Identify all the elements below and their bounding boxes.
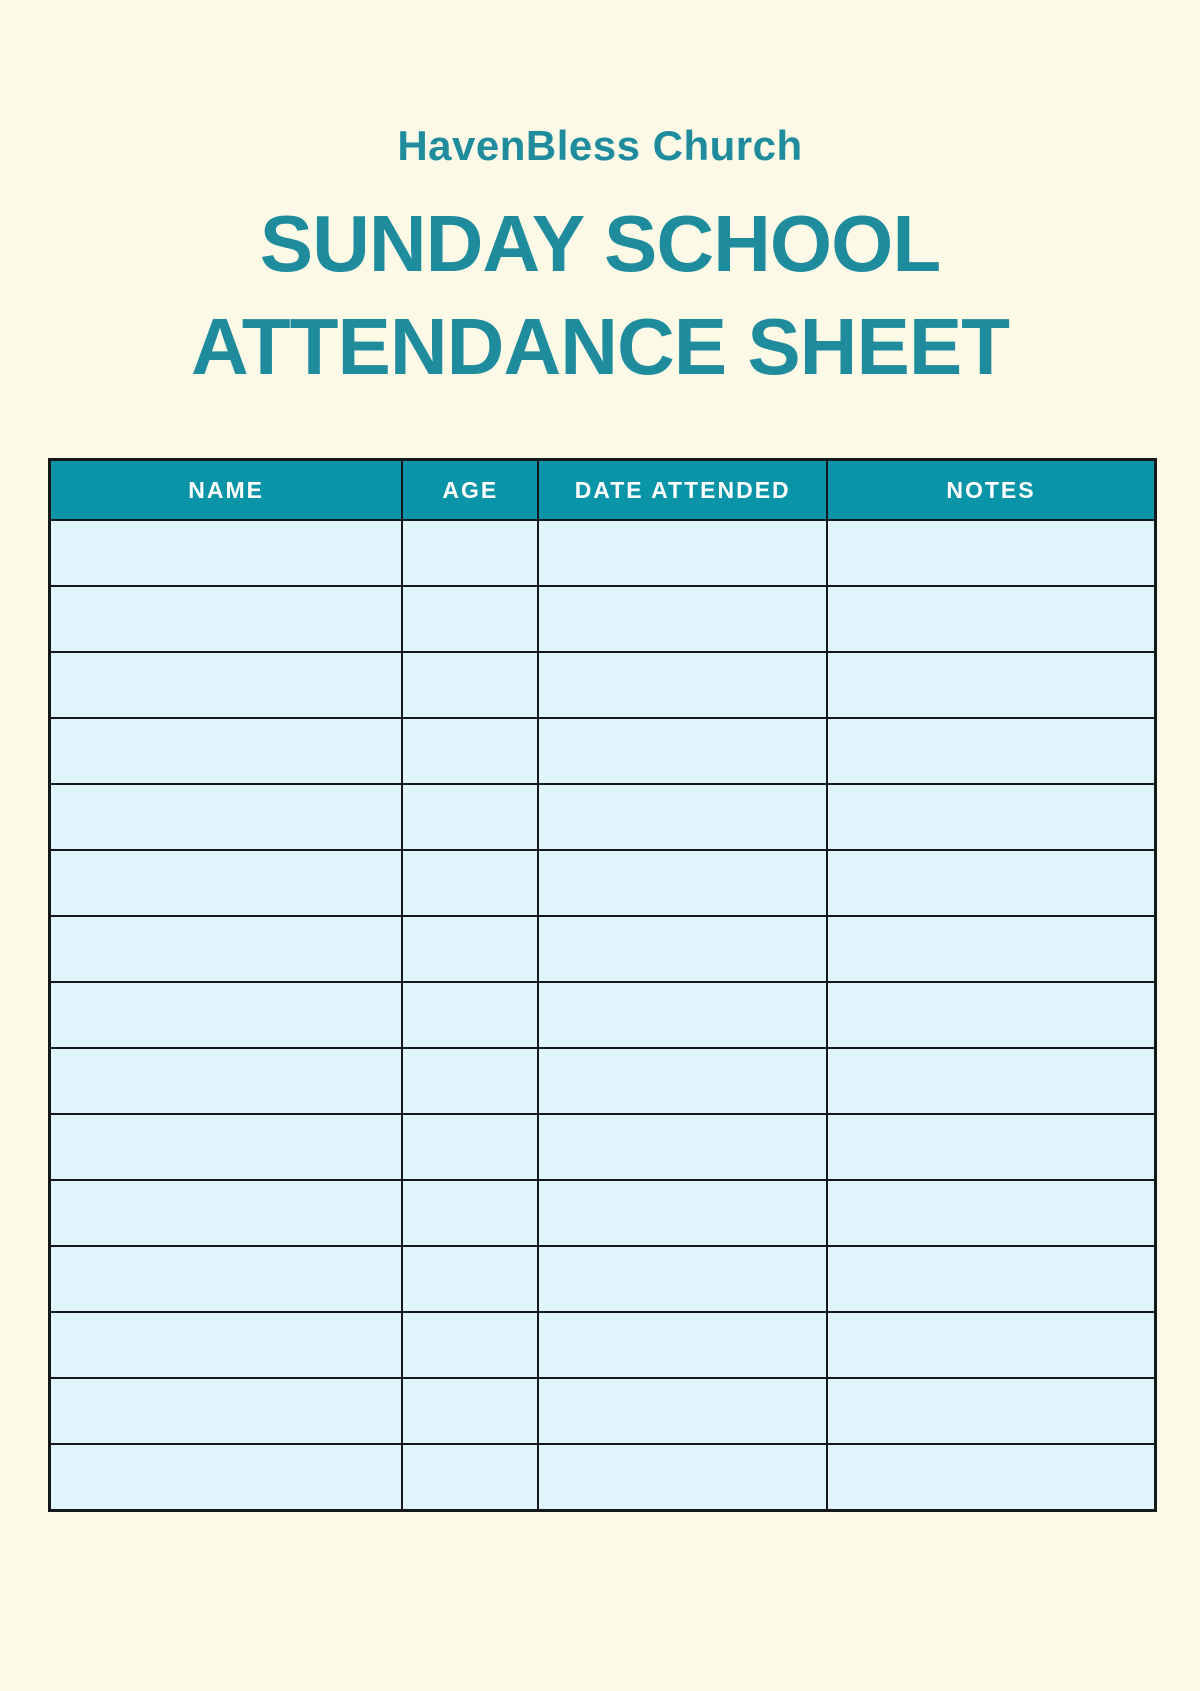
cell-date-attended[interactable] <box>538 1378 827 1444</box>
cell-age[interactable] <box>402 718 538 784</box>
cell-name[interactable] <box>50 1444 403 1511</box>
table-row <box>50 784 1156 850</box>
attendance-table <box>48 458 1157 1512</box>
cell-date-attended[interactable] <box>538 718 827 784</box>
cell-date-attended[interactable] <box>538 1048 827 1114</box>
page-title-line1: SUNDAY SCHOOL <box>259 199 941 288</box>
cell-date-attended[interactable] <box>538 652 827 718</box>
table-row <box>50 982 1156 1048</box>
column-header-notes: NOTES <box>827 460 1156 521</box>
cell-age[interactable] <box>402 586 538 652</box>
table-row <box>50 718 1156 784</box>
page-title-line2: ATTENDANCE SHEET <box>190 302 1010 391</box>
cell-name[interactable] <box>50 1378 403 1444</box>
cell-notes[interactable] <box>827 1312 1156 1378</box>
cell-age[interactable] <box>402 1048 538 1114</box>
cell-date-attended[interactable] <box>538 1114 827 1180</box>
cell-notes[interactable] <box>827 916 1156 982</box>
cell-name[interactable] <box>50 586 403 652</box>
cell-date-attended[interactable] <box>538 1312 827 1378</box>
table-row <box>50 520 1156 586</box>
cell-age[interactable] <box>402 916 538 982</box>
attendance-table-body <box>50 520 1156 1511</box>
cell-age[interactable] <box>402 1180 538 1246</box>
header-row <box>50 460 1156 521</box>
cell-notes[interactable] <box>827 652 1156 718</box>
cell-date-attended[interactable] <box>538 586 827 652</box>
table-row <box>50 1312 1156 1378</box>
cell-age[interactable] <box>402 1444 538 1511</box>
table-row <box>50 652 1156 718</box>
cell-age[interactable] <box>402 784 538 850</box>
table-row <box>50 586 1156 652</box>
attendance-table-header <box>50 460 1156 521</box>
cell-name[interactable] <box>50 1048 403 1114</box>
cell-age[interactable] <box>402 520 538 586</box>
cell-date-attended[interactable] <box>538 1246 827 1312</box>
cell-name[interactable] <box>50 1312 403 1378</box>
cell-age[interactable] <box>402 1246 538 1312</box>
cell-name[interactable] <box>50 916 403 982</box>
cell-notes[interactable] <box>827 718 1156 784</box>
cell-name[interactable] <box>50 1114 403 1180</box>
cell-age[interactable] <box>402 1378 538 1444</box>
table-row <box>50 1180 1156 1246</box>
cell-name[interactable] <box>50 850 403 916</box>
cell-age[interactable] <box>402 1114 538 1180</box>
cell-age[interactable] <box>402 1312 538 1378</box>
cell-notes[interactable] <box>827 784 1156 850</box>
column-header-name: NAME <box>50 460 403 521</box>
cell-notes[interactable] <box>827 1114 1156 1180</box>
cell-notes[interactable] <box>827 1180 1156 1246</box>
cell-date-attended[interactable] <box>538 1444 827 1511</box>
table-row <box>50 916 1156 982</box>
cell-notes[interactable] <box>827 586 1156 652</box>
cell-age[interactable] <box>402 850 538 916</box>
cell-date-attended[interactable] <box>538 1180 827 1246</box>
cell-name[interactable] <box>50 784 403 850</box>
page-title <box>0 192 1200 398</box>
cell-age[interactable] <box>402 652 538 718</box>
column-header-age: AGE <box>402 460 538 521</box>
cell-notes[interactable] <box>827 1378 1156 1444</box>
cell-name[interactable] <box>50 1180 403 1246</box>
cell-date-attended[interactable] <box>538 520 827 586</box>
cell-date-attended[interactable] <box>538 982 827 1048</box>
attendance-table-container <box>48 458 1157 1512</box>
cell-date-attended[interactable] <box>538 916 827 982</box>
cell-age[interactable] <box>402 982 538 1048</box>
table-row <box>50 1246 1156 1312</box>
table-row <box>50 1444 1156 1511</box>
church-name: HavenBless Church <box>397 122 803 169</box>
cell-notes[interactable] <box>827 1246 1156 1312</box>
cell-name[interactable] <box>50 718 403 784</box>
cell-name[interactable] <box>50 520 403 586</box>
cell-notes[interactable] <box>827 520 1156 586</box>
table-row <box>50 1378 1156 1444</box>
table-row <box>50 1114 1156 1180</box>
table-row <box>50 850 1156 916</box>
cell-date-attended[interactable] <box>538 784 827 850</box>
cell-notes[interactable] <box>827 1444 1156 1511</box>
table-row <box>50 1048 1156 1114</box>
cell-name[interactable] <box>50 652 403 718</box>
cell-notes[interactable] <box>827 1048 1156 1114</box>
cell-date-attended[interactable] <box>538 850 827 916</box>
cell-name[interactable] <box>50 982 403 1048</box>
cell-name[interactable] <box>50 1246 403 1312</box>
column-header-date-attended: DATE ATTENDED <box>538 460 827 521</box>
cell-notes[interactable] <box>827 982 1156 1048</box>
cell-notes[interactable] <box>827 850 1156 916</box>
